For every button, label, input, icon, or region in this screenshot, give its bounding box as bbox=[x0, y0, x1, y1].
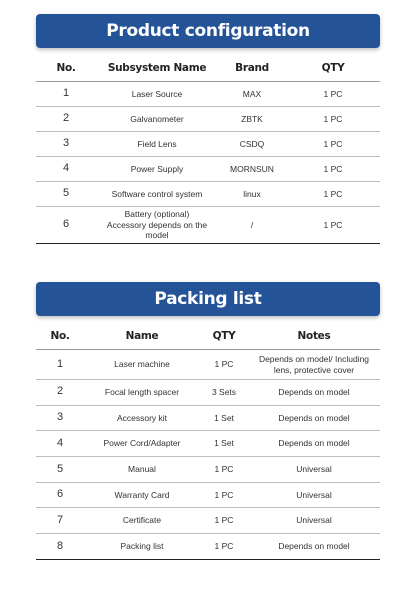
row-notes: Universal bbox=[248, 457, 380, 483]
row-no: 4 bbox=[36, 431, 84, 457]
row-qty: 1 PC bbox=[200, 534, 248, 560]
table-row bbox=[36, 482, 380, 508]
column-header-subsystem-name: Subsystem Name bbox=[96, 55, 218, 82]
product-configuration-section bbox=[36, 14, 380, 244]
row-brand: / bbox=[218, 207, 286, 244]
row-no: 4 bbox=[36, 157, 96, 182]
product-configuration-banner bbox=[36, 14, 380, 48]
table-row bbox=[36, 182, 380, 207]
row-name: Manual bbox=[84, 457, 200, 483]
row-qty: 1 PC bbox=[286, 107, 380, 132]
packing-list-section bbox=[36, 282, 380, 560]
table-row bbox=[36, 82, 380, 107]
row-subsystem-name: Software control system bbox=[96, 182, 218, 207]
row-brand: linux bbox=[218, 182, 286, 207]
row-subsystem-name bbox=[96, 207, 218, 244]
table-row bbox=[36, 457, 380, 483]
row-brand: CSDQ bbox=[218, 132, 286, 157]
table-row bbox=[36, 107, 380, 132]
row-qty: 1 PC bbox=[286, 157, 380, 182]
row-no: 3 bbox=[36, 405, 84, 431]
packing-list-table bbox=[36, 323, 380, 560]
row-brand: MAX bbox=[218, 82, 286, 107]
table-header-row bbox=[36, 323, 380, 350]
table-row bbox=[36, 405, 380, 431]
row-subsystem-name: Laser Source bbox=[96, 82, 218, 107]
column-header-notes: Notes bbox=[248, 323, 380, 350]
row-no: 5 bbox=[36, 457, 84, 483]
column-header-brand: Brand bbox=[218, 55, 286, 82]
row-no: 2 bbox=[36, 107, 96, 132]
row-qty: 3 Sets bbox=[200, 380, 248, 406]
table-row bbox=[36, 534, 380, 560]
row-qty: 1 PC bbox=[200, 350, 248, 380]
row-notes: Depends on model/ Including lens, protective cover bbox=[248, 350, 380, 380]
column-header-name: Name bbox=[84, 323, 200, 350]
row-no: 6 bbox=[36, 207, 96, 244]
row-subsystem-name: Galvanometer bbox=[96, 107, 218, 132]
table-header-row bbox=[36, 55, 380, 82]
row-qty: 1 PC bbox=[286, 132, 380, 157]
product-configuration-table bbox=[36, 55, 380, 244]
row-notes: Depends on model bbox=[248, 534, 380, 560]
column-header-no: No. bbox=[36, 55, 96, 82]
packing-list-title: Packing list bbox=[154, 289, 262, 309]
table-row bbox=[36, 207, 380, 244]
row-name: Laser machine bbox=[84, 350, 200, 380]
row-name: Warranty Card bbox=[84, 482, 200, 508]
row-notes: Depends on model bbox=[248, 431, 380, 457]
row-qty: 1 Set bbox=[200, 405, 248, 431]
table-row bbox=[36, 508, 380, 534]
row-qty: 1 PC bbox=[286, 207, 380, 244]
row-qty: 1 PC bbox=[200, 457, 248, 483]
column-header-qty: QTY bbox=[200, 323, 248, 350]
row-qty: 1 PC bbox=[200, 508, 248, 534]
column-header-qty: QTY bbox=[286, 55, 380, 82]
row-subsystem-name-line2: Accessory depends on the model bbox=[106, 219, 208, 241]
row-brand: ZBTK bbox=[218, 107, 286, 132]
table-row bbox=[36, 132, 380, 157]
row-brand: MORNSUN bbox=[218, 157, 286, 182]
row-no: 8 bbox=[36, 534, 84, 560]
row-qty: 1 PC bbox=[200, 482, 248, 508]
row-no: 6 bbox=[36, 482, 84, 508]
packing-list-banner bbox=[36, 282, 380, 316]
row-qty: 1 PC bbox=[286, 82, 380, 107]
row-qty: 1 PC bbox=[286, 182, 380, 207]
row-name: Accessory kit bbox=[84, 405, 200, 431]
row-no: 1 bbox=[36, 82, 96, 107]
row-subsystem-name-line1: Battery (optional) bbox=[124, 209, 190, 220]
row-qty: 1 Set bbox=[200, 431, 248, 457]
row-subsystem-name: Field Lens bbox=[96, 132, 218, 157]
row-notes: Universal bbox=[248, 482, 380, 508]
row-subsystem-name: Power Supply bbox=[96, 157, 218, 182]
row-no: 3 bbox=[36, 132, 96, 157]
row-no: 7 bbox=[36, 508, 84, 534]
row-name: Certificate bbox=[84, 508, 200, 534]
product-configuration-title: Product configuration bbox=[106, 21, 310, 41]
table-row bbox=[36, 380, 380, 406]
table-row bbox=[36, 157, 380, 182]
row-notes: Depends on model bbox=[248, 405, 380, 431]
table-row bbox=[36, 431, 380, 457]
row-no: 1 bbox=[36, 350, 84, 380]
row-no: 5 bbox=[36, 182, 96, 207]
row-no: 2 bbox=[36, 380, 84, 406]
row-name: Focal length spacer bbox=[84, 380, 200, 406]
row-name: Power Cord/Adapter bbox=[84, 431, 200, 457]
row-notes: Universal bbox=[248, 508, 380, 534]
column-header-no: No. bbox=[36, 323, 84, 350]
table-row bbox=[36, 350, 380, 380]
row-notes: Depends on model bbox=[248, 380, 380, 406]
row-name: Packing list bbox=[84, 534, 200, 560]
